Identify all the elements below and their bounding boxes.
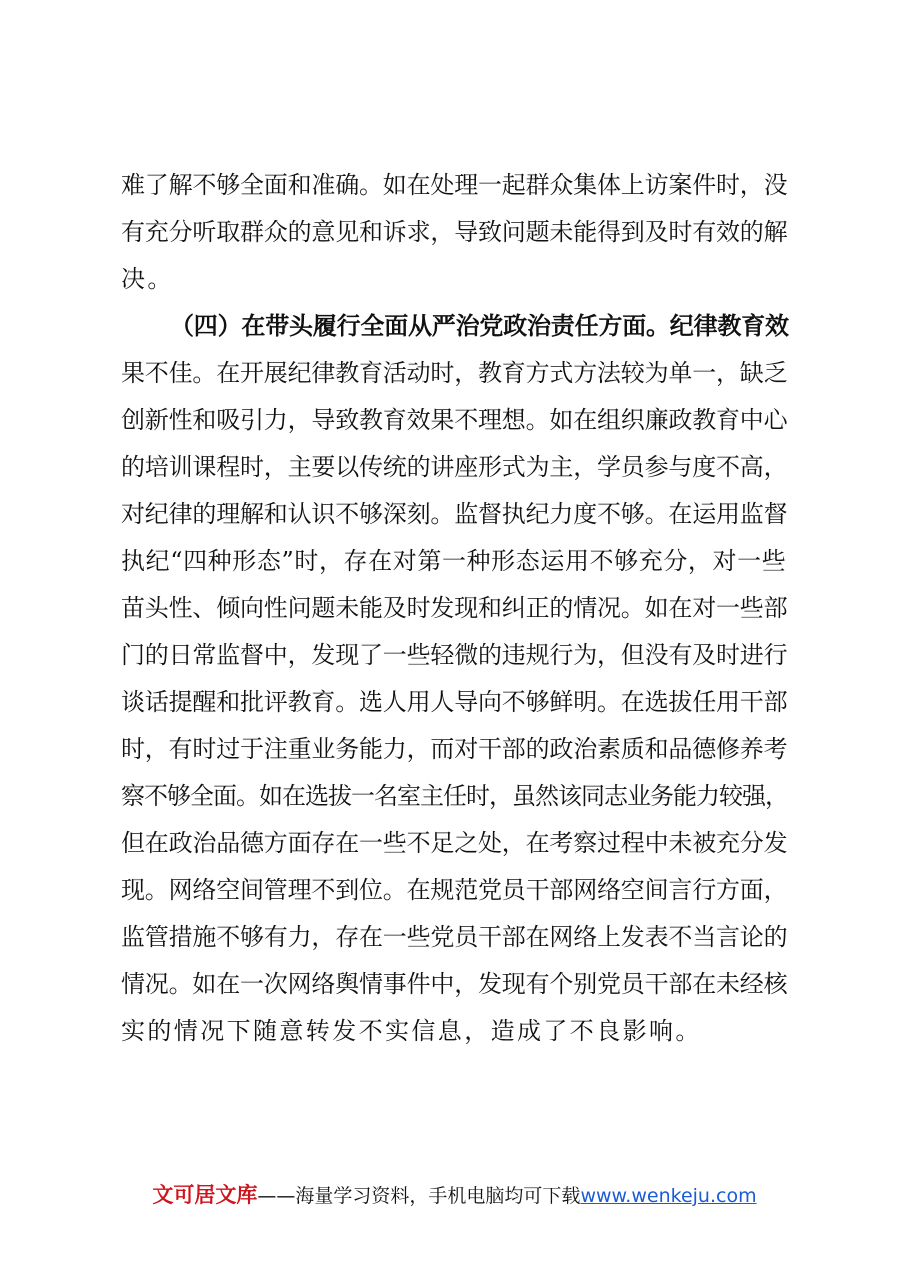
body-line: 察不够全面。如在选拔一名室主任时，虽然该同志业务能力较强， (121, 782, 788, 810)
body-line: 谈话提醒和批评教育。选人用人导向不够鲜明。在选拔任用干部 (121, 688, 788, 716)
body-line: 时，有时过于注重业务能力，而对干部的政治素质和品德修养考 (121, 735, 788, 763)
section-heading-line: （四）在带头履行全面从严治党政治责任方面。纪律教育效 (170, 311, 789, 340)
body-line: 创新性和吸引力，导致教育效果不理想。如在组织廉政教育中心 (121, 406, 788, 434)
body-line: 的培训课程时，主要以传统的讲座形式为主，学员参与度不高， (121, 453, 788, 481)
footer-brand: 文可居文库 (152, 1183, 258, 1207)
body-line: 门的日常监督中，发现了一些轻微的违规行为，但没有及时进行 (121, 641, 788, 669)
body-line: 但在政治品德方面存在一些不足之处，在考察过程中未被充分发 (121, 829, 788, 857)
body-line: 监管措施不够有力，存在一些党员干部在网络上发表不当言论的 (121, 923, 788, 951)
body-line: 情况。如在一次网络舆情事件中，发现有个别党员干部在未经核 (121, 970, 788, 998)
body-line: 果不佳。在开展纪律教育活动时，教育方式方法较为单一，缺乏 (121, 359, 788, 387)
footer-tagline: ——海量学习资料，手机电脑均可下载 (257, 1185, 581, 1207)
footer-website-link[interactable]: www.wenkeju.com (580, 1185, 757, 1207)
body-line: 对纪律的理解和认识不够深刻。监督执纪力度不够。在运用监督 (121, 500, 788, 528)
body-line: 有充分听取群众的意见和诉求，导致问题未能得到及时有效的解 (121, 218, 788, 246)
body-line: 决。 (121, 265, 174, 293)
page-footer (0, 1181, 909, 1210)
body-line: 执纪“四种形态”时，存在对第一种形态运用不够充分，对一些 (121, 547, 787, 575)
body-line: 难了解不够全面和准确。如在处理一起群众集体上访案件时，没 (121, 171, 788, 199)
body-line: 现。网络空间管理不到位。在规范党员干部网络空间言行方面， (121, 876, 788, 904)
body-line: 苗头性、倾向性问题未能及时发现和纠正的情况。如在对一些部 (121, 594, 788, 622)
body-line: 实的情况下随意转发不实信息，造成了不良影响。 (121, 1017, 702, 1045)
